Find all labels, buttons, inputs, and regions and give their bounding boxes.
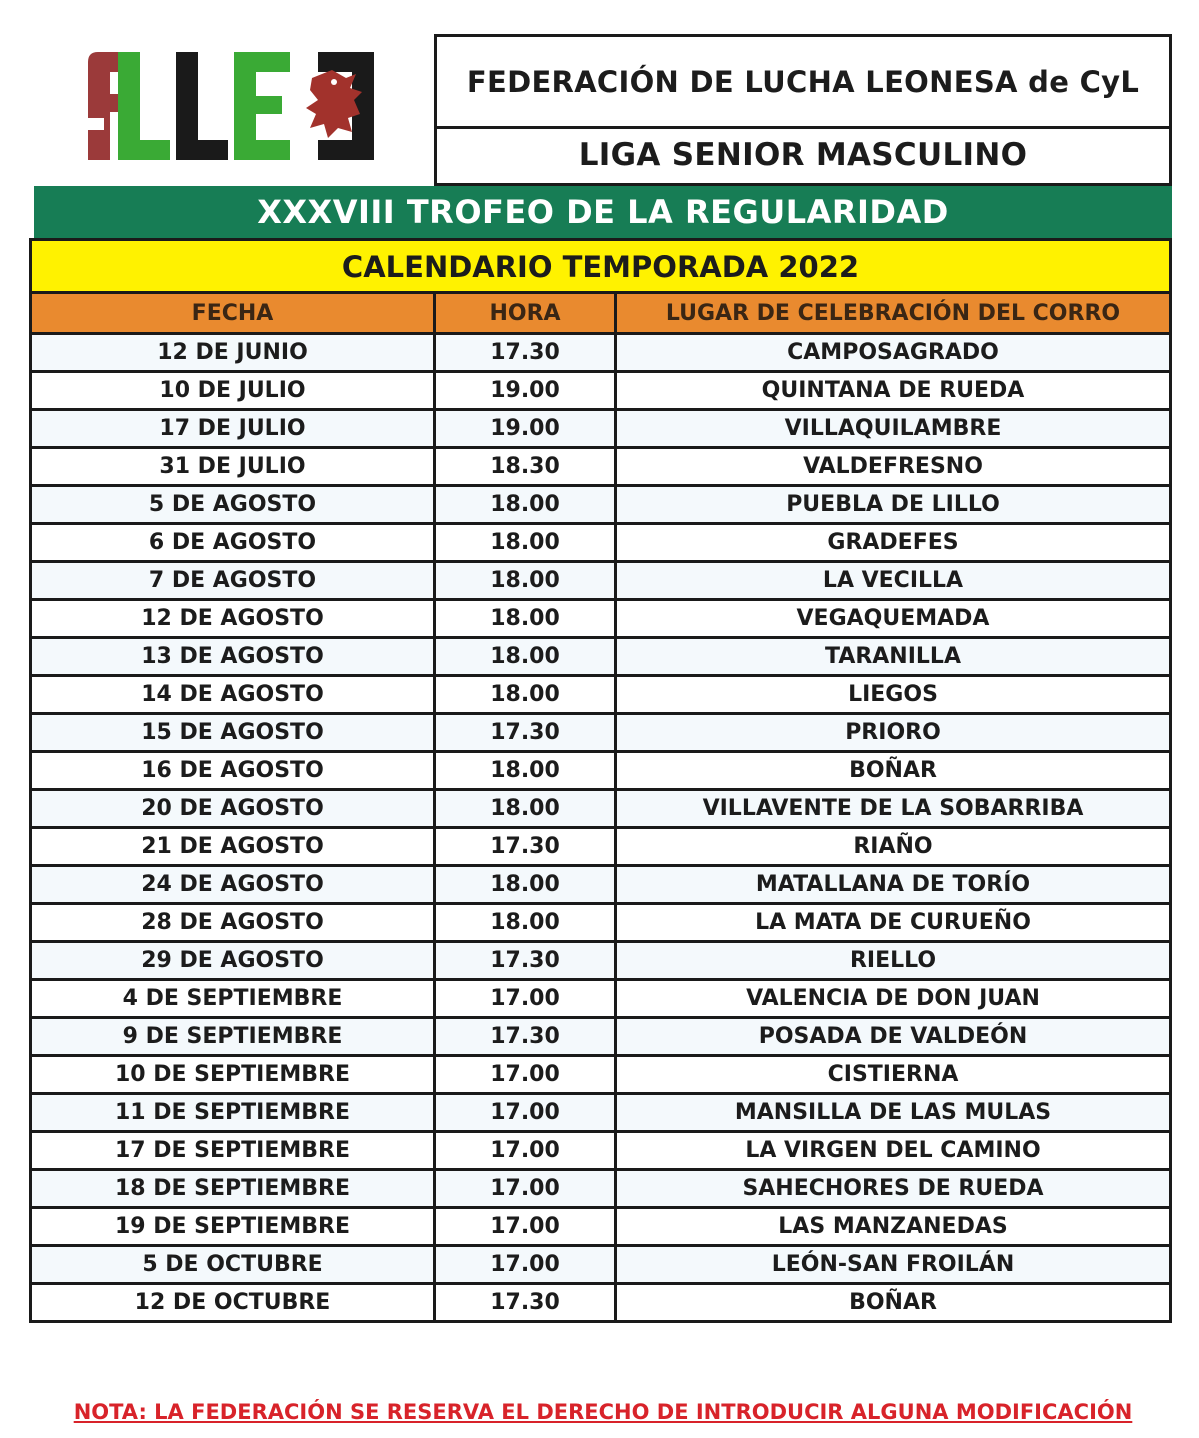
- venue-cell: LA VECILLA: [616, 562, 1171, 600]
- time-cell: 18.00: [435, 600, 616, 638]
- table-row: [31, 562, 1171, 600]
- date-cell: 4 DE SEPTIEMBRE: [31, 980, 435, 1018]
- time-cell: 17.00: [435, 1246, 616, 1284]
- table-row: [31, 410, 1171, 448]
- time-cell: 18.00: [435, 904, 616, 942]
- venue-cell: BOÑAR: [616, 1284, 1171, 1322]
- table-row: [31, 448, 1171, 486]
- table-row: [31, 1056, 1171, 1094]
- venue-cell: RIAÑO: [616, 828, 1171, 866]
- time-cell: 18.00: [435, 562, 616, 600]
- date-cell: 16 DE AGOSTO: [31, 752, 435, 790]
- table-row: [31, 638, 1171, 676]
- venue-cell: POSADA DE VALDEÓN: [616, 1018, 1171, 1056]
- federation-logo: [84, 48, 390, 166]
- venue-cell: RIELLO: [616, 942, 1171, 980]
- time-cell: 17.30: [435, 828, 616, 866]
- date-cell: 12 DE OCTUBRE: [31, 1284, 435, 1322]
- venue-cell: GRADEFES: [616, 524, 1171, 562]
- table-row: [31, 828, 1171, 866]
- table-row: [31, 790, 1171, 828]
- date-cell: 5 DE AGOSTO: [31, 486, 435, 524]
- date-cell: 19 DE SEPTIEMBRE: [31, 1208, 435, 1246]
- time-cell: 17.00: [435, 1132, 616, 1170]
- time-cell: 18.00: [435, 752, 616, 790]
- table-row: [31, 1018, 1171, 1056]
- date-cell: 12 DE JUNIO: [31, 334, 435, 372]
- time-cell: 17.30: [435, 714, 616, 752]
- date-cell: 18 DE SEPTIEMBRE: [31, 1170, 435, 1208]
- venue-cell: LEÓN-SAN FROILÁN: [616, 1246, 1171, 1284]
- venue-cell: VILLAQUILAMBRE: [616, 410, 1171, 448]
- date-cell: 29 DE AGOSTO: [31, 942, 435, 980]
- venue-cell: LA MATA DE CURUEÑO: [616, 904, 1171, 942]
- time-cell: 17.30: [435, 1018, 616, 1056]
- time-cell: 18.00: [435, 638, 616, 676]
- table-row: [31, 486, 1171, 524]
- date-cell: 7 DE AGOSTO: [31, 562, 435, 600]
- trophy-title: XXXVIII TROFEO DE LA REGULARIDAD: [34, 186, 1172, 238]
- venue-cell: TARANILLA: [616, 638, 1171, 676]
- flle-logo-icon: [84, 48, 390, 166]
- table-row: [31, 904, 1171, 942]
- time-cell: 17.00: [435, 1208, 616, 1246]
- date-cell: 10 DE JULIO: [31, 372, 435, 410]
- date-cell: 24 DE AGOSTO: [31, 866, 435, 904]
- date-cell: 21 DE AGOSTO: [31, 828, 435, 866]
- time-cell: 17.00: [435, 1170, 616, 1208]
- time-cell: 19.00: [435, 372, 616, 410]
- table-row: [31, 980, 1171, 1018]
- date-cell: 11 DE SEPTIEMBRE: [31, 1094, 435, 1132]
- table-row: [31, 334, 1171, 372]
- column-header-lugar: LUGAR DE CELEBRACIÓN DEL CORRO: [616, 293, 1171, 334]
- table-row: [31, 524, 1171, 562]
- venue-cell: VALDEFRESNO: [616, 448, 1171, 486]
- table-row: [31, 600, 1171, 638]
- date-cell: 31 DE JULIO: [31, 448, 435, 486]
- federation-name: FEDERACIÓN DE LUCHA LEONESA de CyL: [434, 34, 1172, 129]
- table-row: [31, 1094, 1171, 1132]
- date-cell: 17 DE JULIO: [31, 410, 435, 448]
- time-cell: 17.30: [435, 1284, 616, 1322]
- date-cell: 14 DE AGOSTO: [31, 676, 435, 714]
- table-body: [31, 334, 1171, 1322]
- time-cell: 17.00: [435, 980, 616, 1018]
- time-cell: 17.00: [435, 1094, 616, 1132]
- table-row: [31, 866, 1171, 904]
- venue-cell: MANSILLA DE LAS MULAS: [616, 1094, 1171, 1132]
- venue-cell: PUEBLA DE LILLO: [616, 486, 1171, 524]
- table-header: [31, 293, 1171, 334]
- venue-cell: VILLAVENTE DE LA SOBARRIBA: [616, 790, 1171, 828]
- date-cell: 6 DE AGOSTO: [31, 524, 435, 562]
- calendar-title: CALENDARIO TEMPORADA 2022: [29, 238, 1172, 292]
- venue-cell: VEGAQUEMADA: [616, 600, 1171, 638]
- time-cell: 18.00: [435, 486, 616, 524]
- time-cell: 17.00: [435, 1056, 616, 1094]
- date-cell: 13 DE AGOSTO: [31, 638, 435, 676]
- disclaimer-note: NOTA: LA FEDERACIÓN SE RESERVA EL DERECHO DE INTRODUCIR ALGUNA MODIFICACIÓN: [73, 1400, 1133, 1424]
- table-row: [31, 752, 1171, 790]
- venue-cell: SAHECHORES DE RUEDA: [616, 1170, 1171, 1208]
- time-cell: 18.00: [435, 790, 616, 828]
- column-header-fecha: FECHA: [31, 293, 435, 334]
- time-cell: 18.30: [435, 448, 616, 486]
- venue-cell: LIEGOS: [616, 676, 1171, 714]
- table-row: [31, 942, 1171, 980]
- time-cell: 17.30: [435, 334, 616, 372]
- time-cell: 19.00: [435, 410, 616, 448]
- table-row: [31, 1170, 1171, 1208]
- venue-cell: MATALLANA DE TORÍO: [616, 866, 1171, 904]
- date-cell: 20 DE AGOSTO: [31, 790, 435, 828]
- column-header-hora: HORA: [435, 293, 616, 334]
- table-row: [31, 372, 1171, 410]
- time-cell: 18.00: [435, 524, 616, 562]
- date-cell: 17 DE SEPTIEMBRE: [31, 1132, 435, 1170]
- venue-cell: LA VIRGEN DEL CAMINO: [616, 1132, 1171, 1170]
- table-row: [31, 714, 1171, 752]
- table-row: [31, 1284, 1171, 1322]
- date-cell: 9 DE SEPTIEMBRE: [31, 1018, 435, 1056]
- date-cell: 12 DE AGOSTO: [31, 600, 435, 638]
- table-row: [31, 1132, 1171, 1170]
- venue-cell: CISTIERNA: [616, 1056, 1171, 1094]
- venue-cell: QUINTANA DE RUEDA: [616, 372, 1171, 410]
- table-row: [31, 1246, 1171, 1284]
- table-row: [31, 1208, 1171, 1246]
- date-cell: 15 DE AGOSTO: [31, 714, 435, 752]
- venue-cell: VALENCIA DE DON JUAN: [616, 980, 1171, 1018]
- venue-cell: LAS MANZANEDAS: [616, 1208, 1171, 1246]
- date-cell: 28 DE AGOSTO: [31, 904, 435, 942]
- time-cell: 18.00: [435, 676, 616, 714]
- venue-cell: BOÑAR: [616, 752, 1171, 790]
- table-row: [31, 676, 1171, 714]
- time-cell: 17.30: [435, 942, 616, 980]
- date-cell: 5 DE OCTUBRE: [31, 1246, 435, 1284]
- date-cell: 10 DE SEPTIEMBRE: [31, 1056, 435, 1094]
- venue-cell: PRIORO: [616, 714, 1171, 752]
- venue-cell: CAMPOSAGRADO: [616, 334, 1171, 372]
- league-name: LIGA SENIOR MASCULINO: [434, 126, 1172, 186]
- calendar-table: [29, 291, 1172, 1323]
- time-cell: 18.00: [435, 866, 616, 904]
